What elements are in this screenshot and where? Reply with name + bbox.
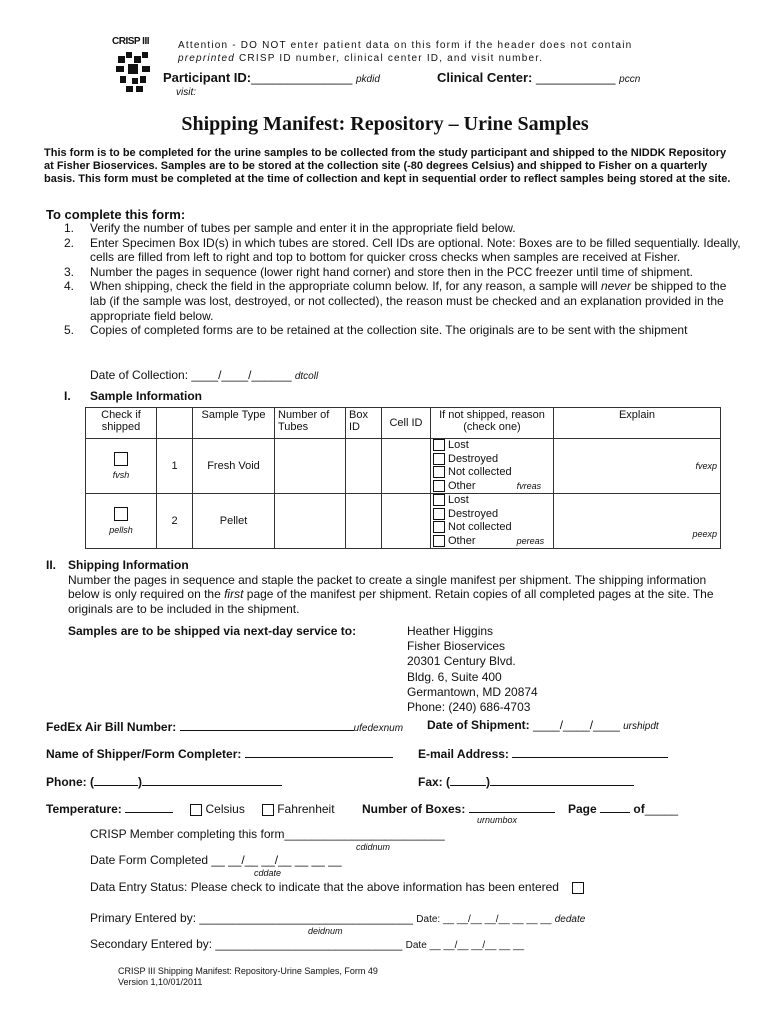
fedex-label: FedEx Air Bill Number: [46,720,177,734]
cell-id-cell[interactable] [382,494,431,549]
row-code: pellsh [109,524,133,535]
participant-id-label: Participant ID: [163,70,252,85]
tubes-cell[interactable] [275,494,346,549]
sample-table [85,407,721,549]
date-of-collection-label: Date of Collection: [90,368,192,382]
member-field[interactable]: CRISP Member completing this form________________________ [90,827,445,841]
phone-field[interactable]: Phone: ( ) [46,773,282,789]
reason-checkbox[interactable] [433,521,445,533]
date-of-collection-field[interactable] [90,368,318,382]
instruction-step: 2. Enter Specimen Box ID(s) in which tubes are stored. Cell IDs are optional. Note: Boxes are to be filled sequentially. Ideally, cells are filled from left to right and top to bottom for quicker cross checks when samples are received at Fisher. [64,235,741,265]
fax-field[interactable]: Fax: ( ) [418,773,634,789]
instruction-step: 3. Number the pages in sequence (lower right hand corner) and store then in the PCC freezer until time of shipment. [64,264,693,279]
date-shipment-blank: ____/____/____ [529,718,624,732]
date-completed-field[interactable]: Date Form Completed __ __/__ __/__ __ __ __ [90,853,342,867]
logo-mark-icon [112,38,158,98]
table-row: pellsh 2 Pellet Lost Destroyed Not collected Other pereas peexp [86,494,721,549]
secondary-label: Secondary Entered by: [90,937,216,951]
clinical-center-field[interactable] [437,70,640,85]
date-completed-code: cddate [254,868,282,878]
date-shipment-label: Date of Shipment: [427,718,530,732]
tubes-cell[interactable] [275,439,346,494]
page-title: Shipping Manifest: Repository – Urine Samples [181,113,589,135]
explain-code: peexp [692,529,717,539]
num-boxes-code: urnumbox [477,815,518,825]
explain-cell[interactable] [554,439,721,494]
participant-id-blank: ______________ [251,70,353,85]
footer [118,966,378,988]
data-entry-status-label: Data Entry Status: Please check to indicate that the above information has been entered [90,880,559,894]
explain-code: fvexp [695,461,717,471]
footer-line-2: Version 1,10/01/2011 [118,977,203,987]
reason-checkbox[interactable] [433,494,445,506]
participant-id-field[interactable] [163,70,380,85]
entered-checkbox[interactable] [572,882,584,894]
shipped-checkbox[interactable] [114,507,128,521]
attention-rest: CRISP ID number, clinical center ID, and visit number. [235,53,544,64]
primary-label: Primary Entered by: [90,911,200,925]
row-code: fvsh [112,469,130,480]
of-label: of [633,802,645,816]
th-check: Check if shipped [86,408,157,439]
reason-checkbox[interactable] [433,480,445,492]
secondary-entered-field[interactable]: Secondary Entered by: ____________________________ Date __ __/__ __/__ __ __ [90,937,525,951]
instructions-list [64,221,744,338]
date-completed-label: Date Form Completed [90,853,209,867]
temperature-label: Temperature: [46,802,122,816]
attention-italic: preprinted [178,53,236,64]
section-2-title: Shipping Information [68,558,189,572]
ship-via-label: Samples are to be shipped via next-day service to: [68,624,357,638]
attention-line-2 [178,52,632,65]
reason-code: fvreas [516,480,542,491]
data-entry-status [90,880,587,894]
phone-label: Phone: ( [46,775,94,789]
num-boxes-field[interactable] [362,800,555,816]
footer-line-1: CRISP III Shipping Manifest: Repository-Urine Samples, Form 49 [118,966,378,976]
date-of-collection-code: dtcoll [294,371,319,382]
th-type: Sample Type [193,408,275,439]
reason-checkbox[interactable] [433,439,445,451]
clinical-center-blank: ___________ [532,70,616,85]
ship-address: Heather Higgins Fisher Bioservices 20301 Century Blvd. Bldg. 6, Suite 400 Germantown, MD 20874 Phone: (240) 686-4703 [407,624,538,715]
reason-checkbox[interactable] [433,466,445,478]
celsius-checkbox[interactable] [190,804,202,816]
section-1-title: Sample Information [90,389,203,403]
th-explain: Explain [554,408,721,439]
shipped-checkbox[interactable] [114,452,128,466]
email-label: E-mail Address: [418,747,509,761]
row-num: 2 [157,494,193,549]
th-num [157,408,193,439]
row-type: Fresh Void [193,439,275,494]
th-reason: If not shipped, reason (check one) [431,408,554,439]
instruction-step: 4. When shipping, check the field in the appropriate column below. If, for any reason, a sample will never be shipped to the lab (if the sample was lost, destroyed, or not collected), the reason must be checked and an explanation provided in the appropriate field below. [64,279,727,323]
th-tubes: Number of Tubes [275,408,346,439]
date-of-collection-blank: ____/____/______ [191,368,292,382]
explain-cell[interactable] [554,494,721,549]
num-boxes-label: Number of Boxes: [362,802,466,816]
date-shipment-code: urshipdt [623,721,659,732]
fedex-code: ufedexnum [353,723,404,734]
box-cell[interactable] [346,494,382,549]
instruction-step: 1. Verify the number of tubes per sample and enter it in the appropriate field below. [64,221,516,235]
attention-notice [178,39,632,65]
reason-checkbox[interactable] [433,453,445,465]
th-box: Box ID [346,408,382,439]
clinical-center-label: Clinical Center: [437,70,533,85]
logo-text: CRISP III [112,36,149,47]
reason-code: pereas [516,535,545,546]
date-shipment-field[interactable] [427,718,659,732]
fax-label: Fax: ( [418,775,451,789]
primary-entered-field[interactable]: Primary Entered by: ________________________________ Date: __ __/__ __/__ __ __ __ dedate [90,911,586,925]
shipper-field[interactable] [46,745,393,761]
primary-code: deidnum [308,926,343,936]
clinical-center-code: pccn [619,74,641,85]
section-2-text: Number the pages in sequence and staple the packet to create a single manifest per shipment. The shipping information below is only required on the first page of the manifest per shipment. Retain copies of all completed pages at the site. The originals are to be included in the shipment. [68,573,714,616]
member-label: CRISP Member completing this form [90,827,285,841]
fedex-field[interactable] [46,718,403,734]
page-field[interactable]: Page of_____ [568,802,679,816]
row-num: 1 [157,439,193,494]
table-row: fvsh 1 Fresh Void Lost Destroyed Not collected Other fvreas fvexp [86,439,721,494]
email-field[interactable] [418,745,668,761]
fahrenheit-checkbox[interactable] [262,804,274,816]
attention-line-1: Attention - DO NOT enter patient data on this form if the header does not contain [178,40,633,51]
instruction-step: 5. Copies of completed forms are to be retained at the collection site. The originals are to be sent with the shipment [64,323,688,338]
intro-paragraph: This form is to be completed for the urine samples to be collected from the study participant and shipped to the NIDDK Repository at Fisher Bioservices. Samples are to be stored at the collection site (-80 degrees Celsius) and shipped to Fisher on a quarterly basis. This form must be completed at the time of collection and kept in sequential order to reflect samples being stored at the site. [44,147,731,185]
reason-checkbox[interactable] [433,535,445,547]
section-2-number: II. [46,558,57,572]
th-cell: Cell ID [382,408,431,439]
box-cell[interactable] [346,439,382,494]
instructions-heading: To complete this form: [46,207,186,222]
shipper-label: Name of Shipper/Form Completer: [46,747,242,761]
member-code: cdidnum [356,842,391,852]
row-type: Pellet [193,494,275,549]
cell-id-cell[interactable] [382,439,431,494]
page-label: Page [568,802,597,816]
temperature-field: Temperature: Celsius Fahrenheit [46,802,335,816]
table-header-row [86,408,721,439]
section-1-number: I. [64,389,71,403]
reason-checkbox[interactable] [433,508,445,520]
visit-label: visit: [176,87,196,98]
crisp-logo [112,38,158,98]
participant-id-code: pkdid [355,74,380,85]
